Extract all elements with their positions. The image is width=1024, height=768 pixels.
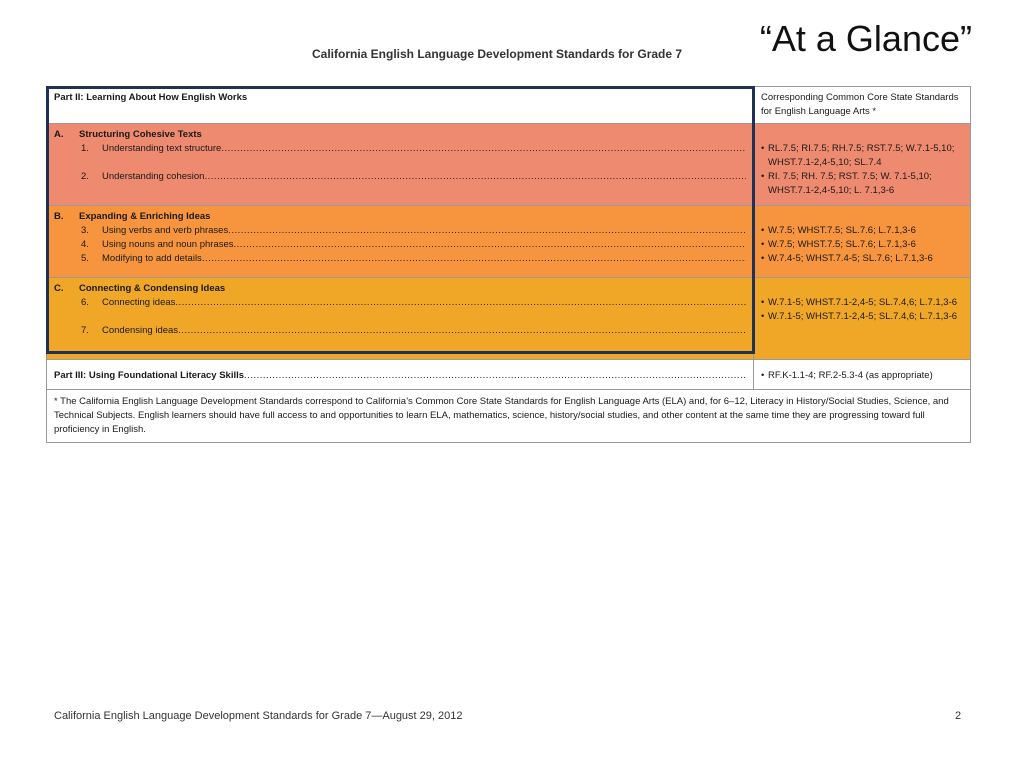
list-item: • RI. 7.5; RH. 7.5; RST. 7.5; W. 7.1-5,10; WHST.7.1-2,4-5,10; L. 7.1,3-6 [761, 171, 932, 196]
standards-table [46, 86, 971, 443]
section-b-topics: B. Expanding & Enriching Ideas 3. Using verbs and verb phrases ..... 4. Using nouns and noun phrases ..... 5. Modifying to add details ..... [47, 206, 754, 278]
list-item: • W.7.5; WHST.7.5; SL.7.6; L.7.1,3-6 [761, 239, 916, 250]
list-item: 7. Condensing ideas ..... [54, 324, 746, 338]
part3-row [47, 360, 971, 390]
page-number: 2 [955, 710, 962, 722]
list-item: • W.7.5; WHST.7.5; SL.7.6; L.7.1,3-6 [761, 225, 916, 236]
section-a-standards [754, 124, 971, 206]
part3-standards: • RF.K-1.1-4; RF.2-5.3-4 (as appropriate) [754, 360, 971, 390]
list-item: • W.7.4-5; WHST.7.4-5; SL.7.6; L.7.1,3-6 [761, 253, 933, 264]
list-item: • RL.7.5; RI.7.5; RH.7.5; RST.7.5; W.7.1-5,10; WHST.7.1-2,4-5,10; SL.7.4 [761, 143, 955, 168]
list-item: 4. Using nouns and noun phrases ..... [54, 238, 746, 252]
section-b-standards [754, 206, 971, 278]
document-heading: California English Language Development Standards for Grade 7 [312, 47, 683, 61]
section-b-title: Expanding & Enriching Ideas [79, 211, 211, 222]
section-a-row [47, 124, 971, 206]
list-item: • W.7.1-5; WHST.7.1-2,4-5; SL.7.4,6; L.7.1,3-6 [761, 311, 958, 322]
footnote-row [47, 390, 971, 443]
part3-topic: Part III: Using Foundational Literacy Skills ..... [47, 360, 754, 390]
section-c-row [47, 278, 971, 360]
list-item: 5. Modifying to add details ..... [54, 252, 746, 266]
slide-title: “At a Glance” [759, 18, 972, 59]
table-header-row [47, 87, 971, 124]
section-c-standards [754, 278, 971, 360]
ccss-heading: Corresponding Common Core State Standards for English Language Arts * [754, 87, 971, 124]
footer-text: California English Language Development Standards for Grade 7—August 29, 2012 [54, 710, 463, 722]
section-c-title: Connecting & Condensing Ideas [79, 283, 226, 294]
list-item: 6. Connecting ideas ..... [54, 296, 746, 310]
section-c-topics: C. Connecting & Condensing Ideas 6. Connecting ideas ..... 7. Condensing ideas ..... [47, 278, 754, 360]
list-item: • W.7.1-5; WHST.7.1-2,4-5; SL.7.4,6; L.7.1,3-6 [761, 297, 958, 308]
list-item: 1. Understanding text structure ..... [54, 142, 746, 156]
footnote: * The California English Language Development Standards correspond to California’s Common Core State Standards for English Language Arts (ELA) and, for 6–12, Literacy in History/Social Studies, Science, and Technical Subjects. English learners should have full access to and opportunities to learn ELA, mathematics, science, history/social studies, and other content at the same time they are progressing toward full proficiency in English. [47, 390, 971, 443]
list-item: 3. Using verbs and verb phrases ..... [54, 224, 746, 238]
section-b-row [47, 206, 971, 278]
list-item: 2. Understanding cohesion ..... [54, 170, 746, 184]
part2-heading: Part II: Learning About How English Works [47, 87, 754, 124]
section-a-title: Structuring Cohesive Texts [79, 129, 202, 140]
section-a-topics: A. Structuring Cohesive Texts 1. Understanding text structure ..... 2. Understanding cohesion ..... [47, 124, 754, 206]
